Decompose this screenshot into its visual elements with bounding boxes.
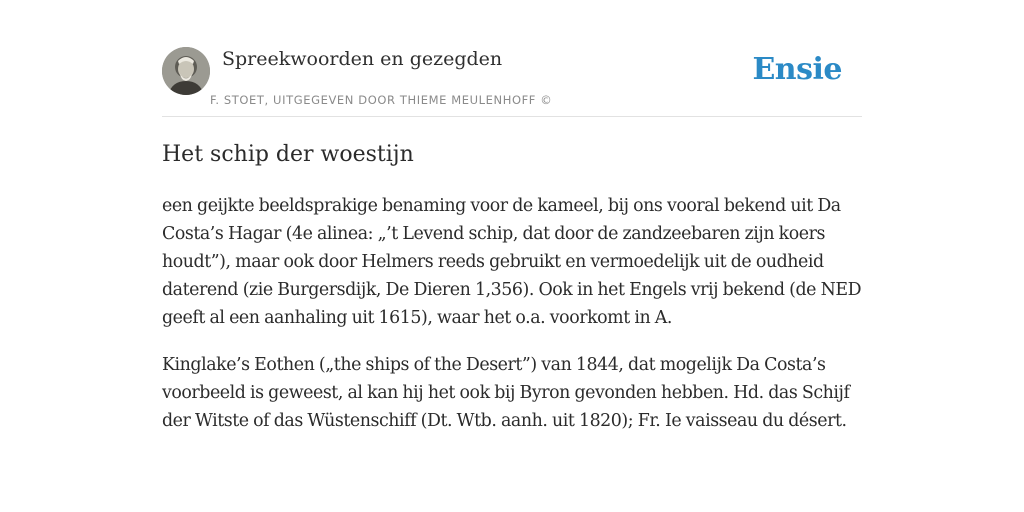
- source-credit: F. STOET, UITGEGEVEN DOOR THIEME MEULENHOFF ©: [210, 93, 553, 107]
- source-title[interactable]: Spreekwoorden en gezegden: [222, 48, 503, 70]
- entry-body: [162, 192, 862, 454]
- entry-title: Het schip der woestijn: [162, 142, 414, 167]
- author-portrait-icon[interactable]: [162, 47, 210, 95]
- entry-paragraph: een geijkte beeldsprakige benaming voor de kameel, bij ons vooral bekend uit Da Costa’s Hagar (4e alinea: „’t Levend schip, dat door de zandzeebaren zijn koers houdt”), maar ook door Helmers reeds gebruikt en vermoedelijk uit de oudheid daterend (zie Burgersdijk, De Dieren 1,356). Ook in het Engels vrij bekend (de NED geeft al een aanhaling uit 1615), waar het o.a. voorkomt in A.: [162, 196, 862, 328]
- ensie-logo[interactable]: Ensie: [752, 52, 842, 87]
- source-header: [162, 46, 862, 117]
- entry-paragraph: Kinglake’s Eothen („the ships of the Desert”) van 1844, dat mogelijk Da Costa’s voorbeeld is geweest, al kan hij het ook bij Byron gevonden hebben. Hd. das Schijf der Witste of das Wüstenschiff (Dt. Wtb. aanh. uit 1820); Fr. Ie vaisseau du désert.: [162, 355, 850, 431]
